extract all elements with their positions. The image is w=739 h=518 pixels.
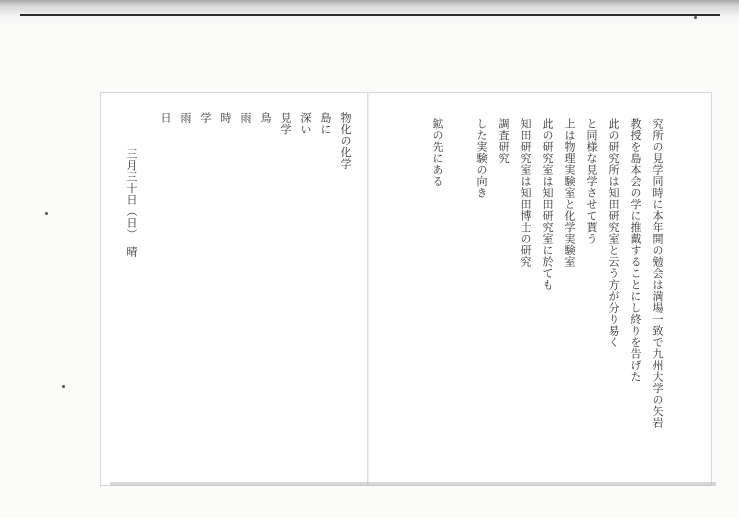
speck [62,385,65,388]
manuscript-column: 三月三十日（日） 晴 [125,148,138,258]
manuscript-column: 此の研究所は知田研究室と云う方が分り易く [607,118,620,348]
manuscript-column: 上は物理実験室と化学実験室 [563,118,576,268]
page-bottom-shadow [110,482,716,486]
manuscript-column: 時 [219,112,232,124]
page-fold [367,92,369,484]
manuscript-column: 知田研究室は知田博士の研究 [519,118,532,268]
manuscript-column: 究所の見学同時に本年開の勉会は満場一致で九州大学の矢岩 [651,118,664,429]
speck [45,212,48,215]
manuscript-column: 調査研究 [497,118,510,164]
manuscript-column: 教授を島本会の学に推戴することにし終りを告げた [629,118,642,383]
speck [694,16,697,19]
manuscript-column: 鳥 [259,112,272,124]
manuscript-column: 雨 [179,112,192,124]
manuscript-column: と同様な見学させて貰う [585,118,598,245]
manuscript-column: 物化の化学 [339,112,352,170]
top-rule-line [20,14,720,16]
manuscript-column: 見学 [279,112,292,135]
manuscript-column: した実験の向き [475,118,488,199]
manuscript-column: 日 [159,112,172,124]
manuscript-column: 学 [199,112,212,124]
manuscript-column: 此の研究室は知田研究室に於ても [541,118,554,291]
manuscript-column: 鉱の先にある [431,118,444,187]
manuscript-column: 深い [299,112,312,135]
manuscript-column: 雨 [239,112,252,124]
manuscript-column: 島に [319,112,332,135]
